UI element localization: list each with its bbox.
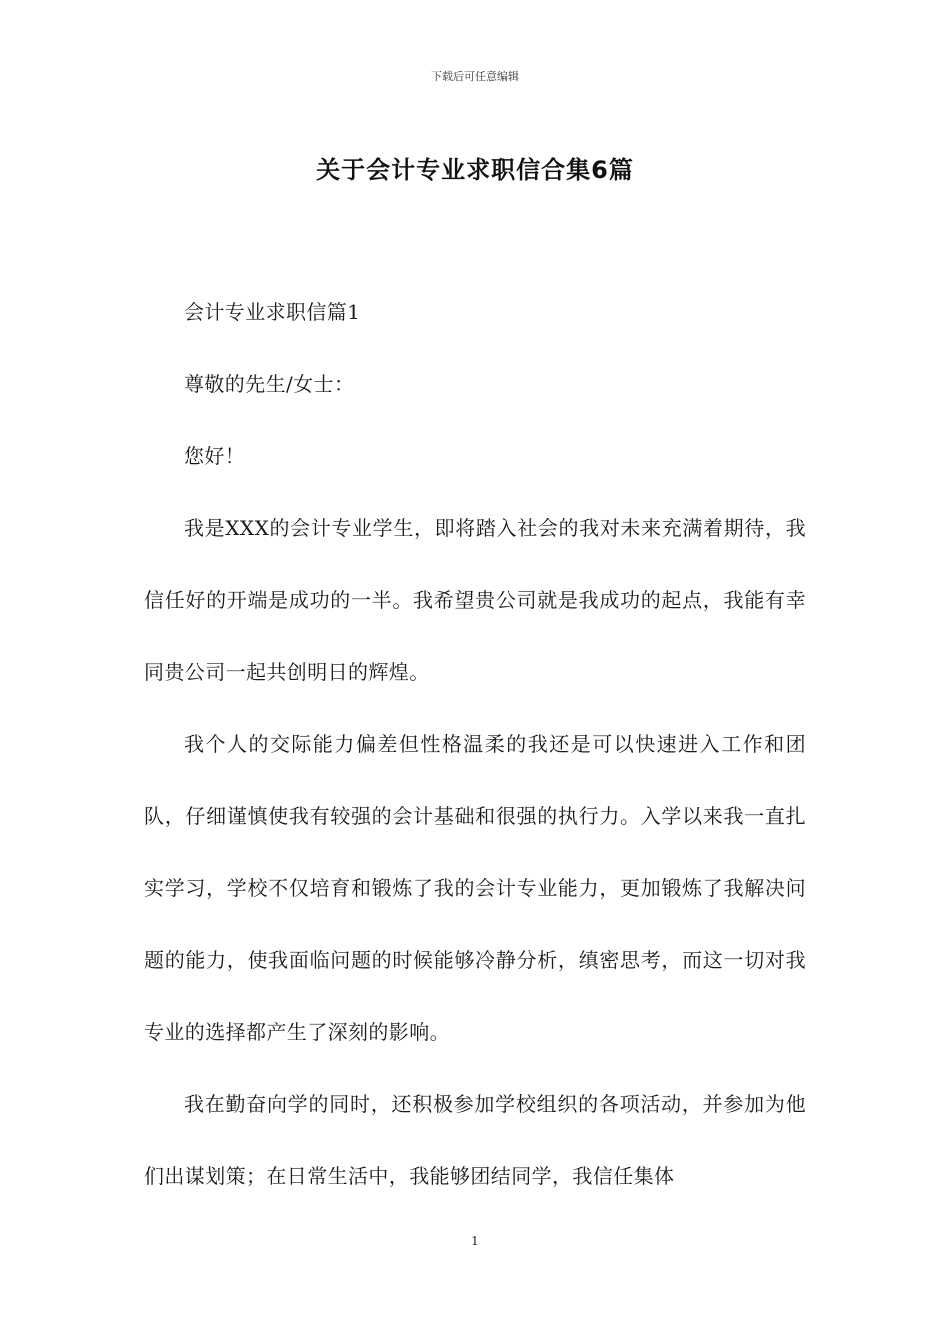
page-number: 1 <box>471 1234 479 1248</box>
document-body <box>144 276 806 1212</box>
salutation: 尊敬的先生/女士： <box>184 372 355 396</box>
header-note: 下载后可任意编辑 <box>431 70 519 83</box>
body-paragraph: 我在勤奋向学的同时，还积极参加学校组织的各项活动，并参加为他们出谋划策；在日常生活中，我能够团结同学，我信任集体 <box>144 1092 806 1188</box>
greeting: 您好！ <box>184 444 246 468</box>
section-heading: 会计专业求职信篇1 <box>184 300 361 324</box>
body-paragraph: 我是XXX的会计专业学生，即将踏入社会的我对未来充满着期待，我信任好的开端是成功的一半。我希望贵公司就是我成功的起点，我能有幸同贵公司一起共创明日的辉煌。 <box>144 516 806 684</box>
body-paragraph: 我个人的交际能力偏差但性格温柔的我还是可以快速进入工作和团队，仔细谨慎使我有较强的会计基础和很强的执行力。入学以来我一直扎实学习，学校不仅培育和锻炼了我的会计专业能力，更加锻炼了我解决问题的能力，使我面临问题的时候能够冷静分析，缜密思考，而这一切对我专业的选择都产生了深刻的影响。 <box>144 732 806 1044</box>
document-title: 关于会计专业求职信合集6篇 <box>316 156 634 184</box>
